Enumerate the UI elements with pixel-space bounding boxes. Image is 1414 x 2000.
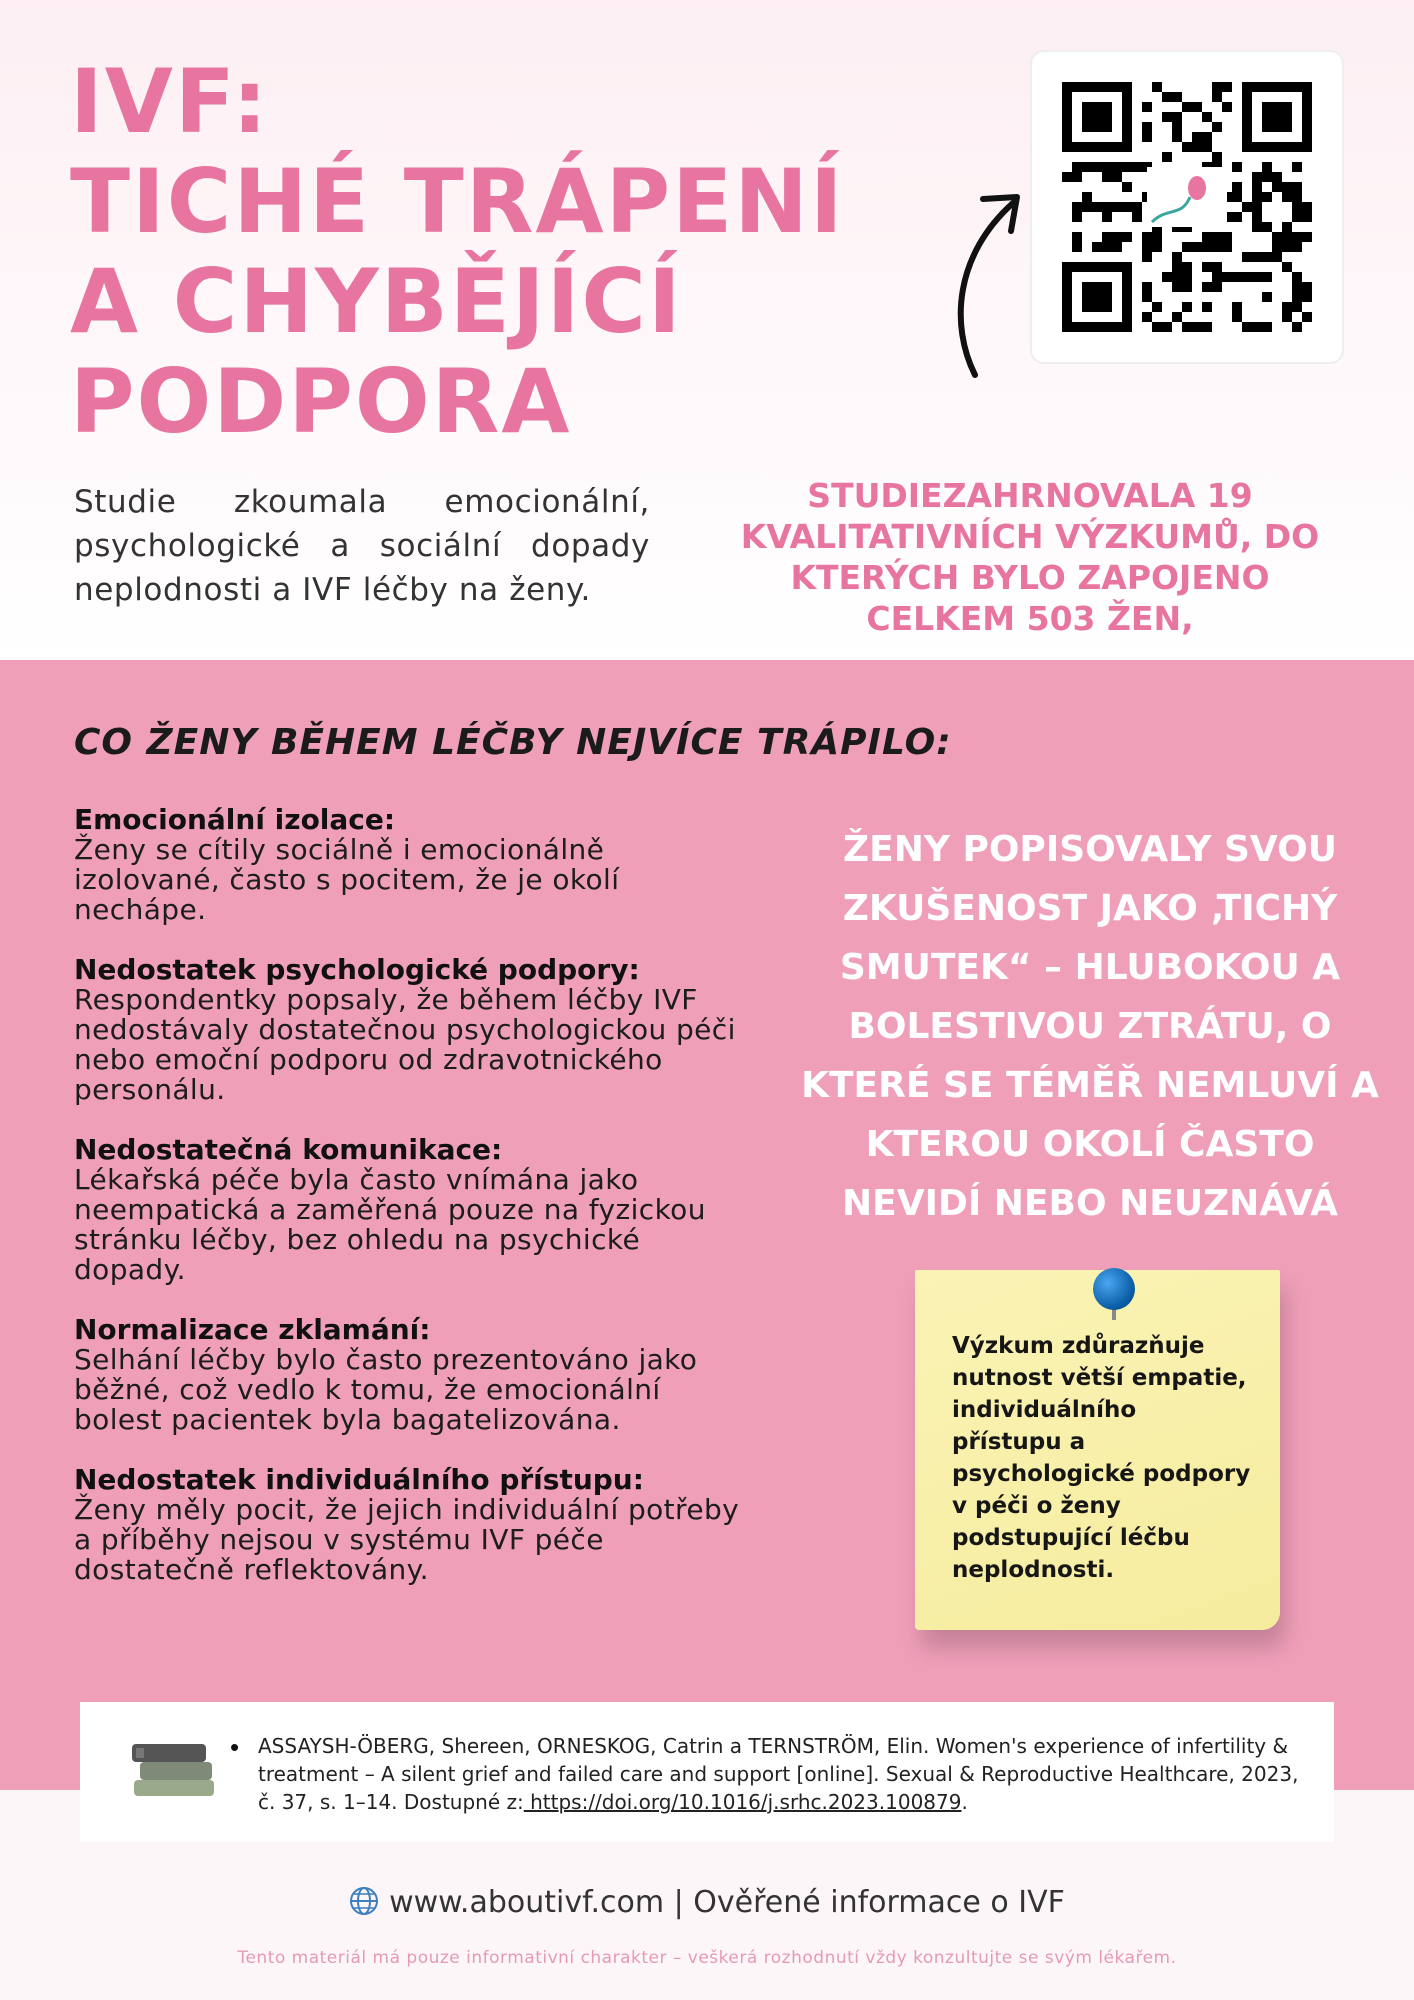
intro-text: Studie zkoumala emocionální, psychologické a sociální dopady neplodnosti a IVF léčby na ženy. [74,484,650,608]
reference-link[interactable]: https://doi.org/10.1016/j.srhc.2023.100879 [523,1790,962,1814]
issue-title: Nedostatek psychologické podpory: [74,953,640,986]
issue-text: Lékařská péče byla často vnímána jako neempatická a zaměřená pouze na fyzickou stránku léčby, bez ohledu na psychické dopady. [74,1163,706,1286]
website-link[interactable]: www.aboutivf.com | Ověřené informace o IVF [389,1885,1065,1920]
highlight-quote: ŽENY POPISOVALY SVOU ZKUŠENOST JAKO ‚TICHÝ SMUTEK“ – HLUBOKOU A BOLESTIVOU ZTRÁTU, O KTERÉ SE TÉMĚŘ NEMLUVÍ A KTEROU OKOLÍ ČASTO NEVIDÍ NEBO NEUZNÁVÁ [801,829,1379,1224]
issue-text: Ženy měly pocit, že jejich individuální potřeby a příběhy nejsou v systému IVF péče dostatečně reflektovány. [74,1493,740,1586]
qr-card[interactable] [1030,50,1344,364]
issue-title: Normalizace zklamání: [74,1313,431,1346]
footer-website [0,1885,1414,1920]
title-line-3: A CHYBĚJÍCÍ [70,250,683,353]
issue-title: Nedostatečná komunikace: [74,1133,503,1166]
reference-end: . [961,1790,968,1814]
arrow-icon [925,185,1035,385]
issue-title: Nedostatek individuálního přístupu: [74,1463,644,1496]
reference-citation: ASSAYSH-ÖBERG, Shereen, ORNESKOG, Catrin a TERNSTRÖM, Elin. Women's experience of infertility & treatment – A silent grief and failed care and support [online]. Sexual & Reproductive Healthcare, 2023, č. 37, s. 1–14. Dostupné z: [258,1734,1299,1814]
issue-text: Ženy se cítily sociálně i emocionálně izolované, často s pocitem, že je okolí nechápe. [74,833,620,926]
issue-text: Selhání léčby bylo často prezentováno jako běžné, což vedlo k tomu, že emocionální bolest pacientek byla bagatelizována. [74,1343,698,1436]
globe-icon [349,1886,379,1916]
section-heading: CO ŽENY BĚHEM LÉČBY NEJVÍCE TRÁPILO: [74,722,952,763]
issue-list [74,805,754,1615]
reference-box [80,1702,1334,1842]
sticky-note [915,1270,1280,1630]
title-line-1: IVF: [70,50,270,153]
issue-text: Respondentky popsaly, že během léčby IVF nedostávaly dostatečnou psychologickou péči nebo emoční podporu od zdravotnického personálu. [74,983,736,1106]
title-line-4: PODPORA [70,350,572,453]
disclaimer: Tento materiál má pouze informativní charakter – veškerá rozhodnutí vždy konzultujte se svým lékařem. [237,1948,1177,1968]
books-icon [130,1732,220,1802]
study-stat: STUDIEZAHRNOVALA 19 KVALITATIVNÍCH VÝZKUMŮ, DO KTERÝCH BYLO ZAPOJENO CELKEM 503 ŽEN, [740,476,1320,638]
reference-text [258,1732,1308,1816]
issue-item [74,955,754,1105]
page-title [70,52,845,452]
issue-item [74,1465,754,1585]
issue-item [74,1135,754,1285]
issue-title: Emocionální izolace: [74,803,396,836]
sticky-note-text: Výzkum zdůrazňuje nutnost větší empatie, individuálního přístupu a psychologické podpory v péči o ženy podstupující léčbu neplodnosti. [952,1333,1251,1583]
qr-code-icon[interactable] [1062,82,1312,332]
bullet-icon: • [230,1732,240,1762]
issue-item [74,805,754,925]
title-line-2: TICHÉ TRÁPENÍ [70,150,845,253]
pushpin-icon [1093,1268,1135,1310]
issue-item [74,1315,754,1435]
